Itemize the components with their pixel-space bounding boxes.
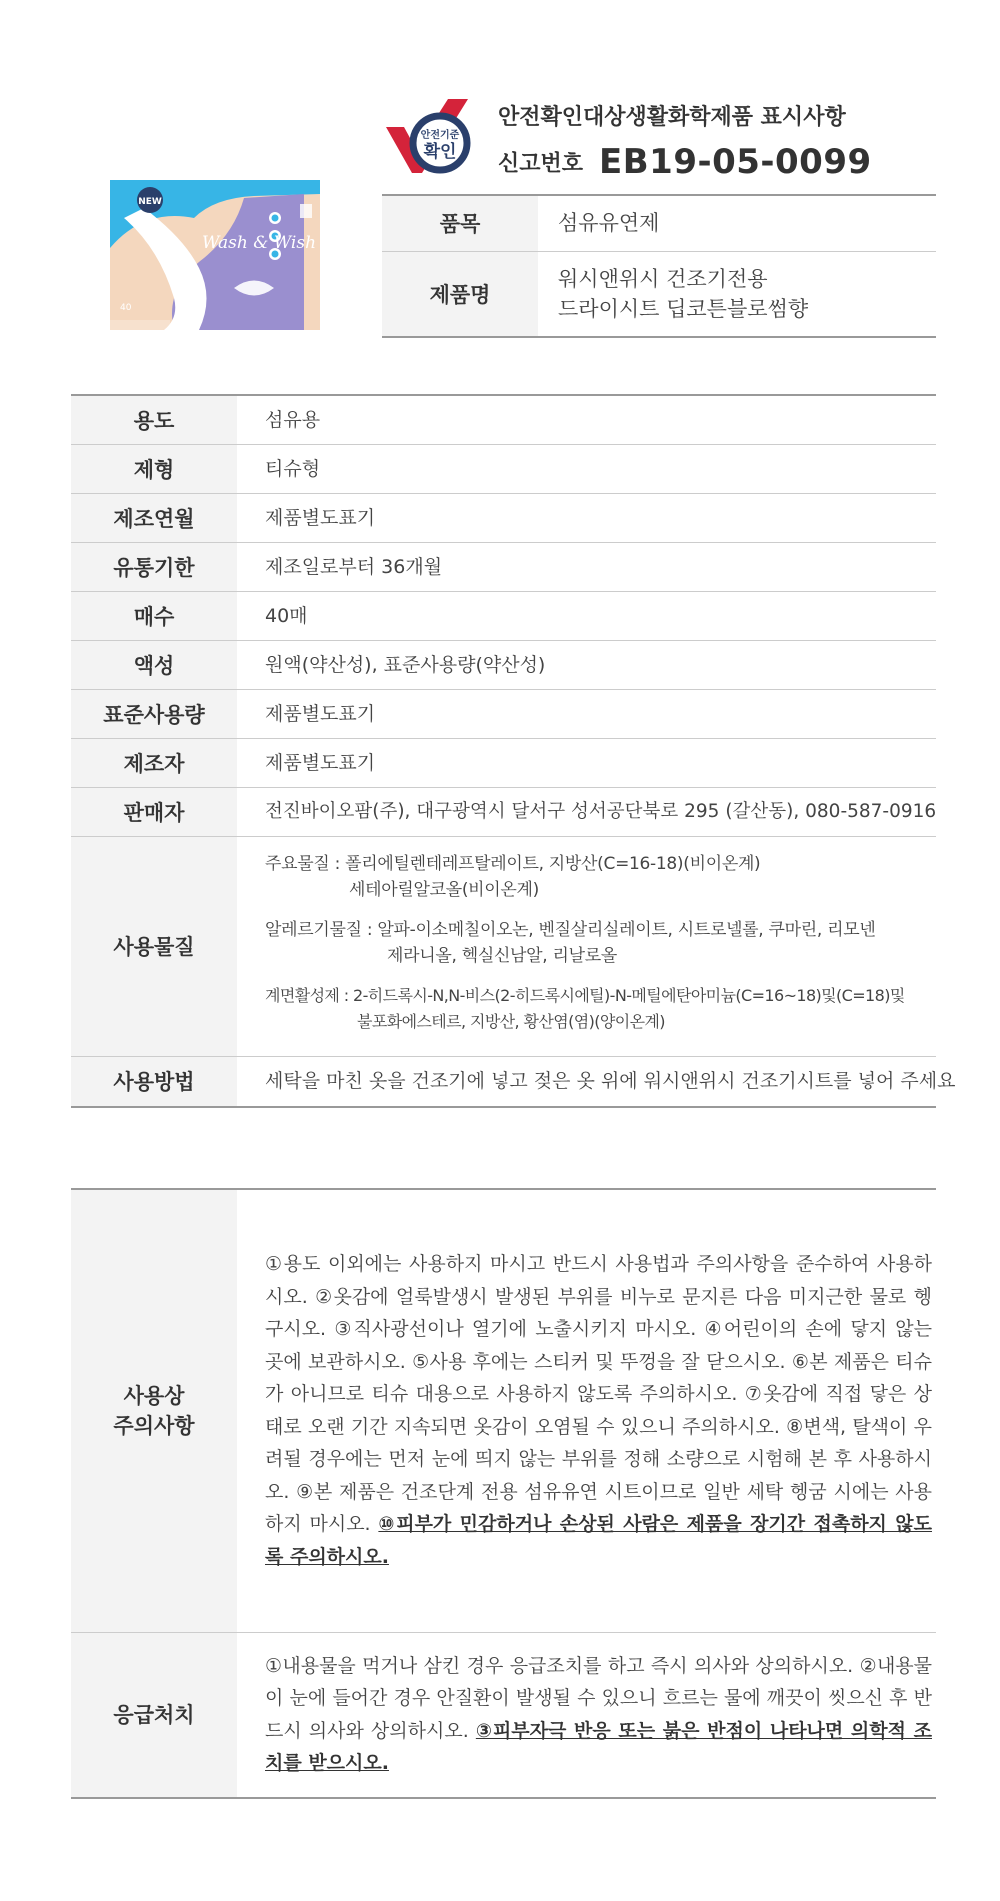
row-value: 세탁을 마친 옷을 건조기에 넣고 젖은 옷 위에 워시앤위시 건조기시트를 넣어 주세요 bbox=[237, 1056, 936, 1107]
table-row bbox=[71, 1632, 936, 1798]
row-label: 제형 bbox=[71, 444, 237, 493]
materials-line: 폴리에틸렌테레프탈레이트, 지방산(C=16-18)(비이온계) bbox=[345, 854, 761, 874]
first-aid-emphasis: ③피부자극 반응 또는 붉은 반점이 나타나면 의학적 조치를 받으시오. bbox=[265, 1719, 932, 1775]
row-label: 제조연월 bbox=[71, 493, 237, 542]
caution-label-line2: 주의사항 bbox=[113, 1413, 195, 1438]
certification-title: 안전확인대상생활화학제품 표시사항 bbox=[498, 105, 846, 130]
table-row bbox=[71, 1056, 936, 1107]
row-label: 제조자 bbox=[71, 738, 237, 787]
report-number: EB19-05-0099 bbox=[599, 142, 872, 182]
row-value: 제조일로부터 36개월 bbox=[237, 542, 936, 591]
row-label: 매수 bbox=[71, 591, 237, 640]
table-row bbox=[71, 836, 936, 1056]
materials-line: 알파-이소메칠이오논, 벤질살리실레이트, 시트로넬롤, 쿠마린, 리모넨 bbox=[377, 920, 876, 940]
row-label: 응급처치 bbox=[71, 1632, 237, 1798]
product-image bbox=[104, 178, 326, 330]
spec-table bbox=[71, 394, 956, 1108]
report-number-line bbox=[498, 142, 872, 182]
row-label: 용도 bbox=[71, 395, 237, 444]
brand-text: Wash & Wish bbox=[202, 233, 317, 253]
report-number-label: 신고번호 bbox=[498, 151, 584, 177]
table-row bbox=[71, 787, 936, 836]
materials-line: 세테아릴알코올(비이온계) bbox=[349, 880, 540, 900]
caution-label-line1: 사용상 bbox=[123, 1383, 185, 1408]
row-label: 제품명 bbox=[382, 251, 538, 337]
row-value: 전진바이오팜(주), 대구광역시 달서구 성서공단북로 295 (갈산동), 080-587-0916 bbox=[237, 787, 936, 836]
materials-main bbox=[265, 851, 936, 903]
table-row bbox=[71, 689, 936, 738]
table-row bbox=[71, 444, 936, 493]
materials-prefix: 주요물질 : bbox=[265, 854, 346, 874]
table-row bbox=[382, 251, 936, 337]
badge-text-line1: 안전기준 bbox=[420, 130, 460, 141]
table-row bbox=[71, 493, 936, 542]
row-value bbox=[538, 251, 936, 337]
product-name-line2: 드라이시트 딥코튼블로썸향 bbox=[558, 296, 809, 321]
row-value: 원액(약산성), 표준사용량(약산성) bbox=[237, 640, 936, 689]
row-value: 제품별도표기 bbox=[237, 738, 936, 787]
caution-table bbox=[71, 1188, 936, 1799]
caution-text: ①용도 이외에는 사용하지 마시고 반드시 사용법과 주의사항을 준수하여 사용하시오. ②옷감에 얼룩발생시 발생된 부위를 비누로 문지른 다음 미지근한 물로 헹구시오. ③직사광선이나 열기에 노출시키지 마시오. ④어린이의 손에 닿지 않는 곳에 보관하시오. ⑤사용 후에는 스티커 및 뚜껑을 잘 닫으시오. ⑥본 제품은 티슈가 아니므로 티슈 대용으로 사용하지 않도록 주의하시오. ⑦옷감에 직접 닿은 상태로 오랜 기간 지속되면 옷감이 오염될 수 있으니 주의하시오. ⑧변색, 탈색이 우려될 경우에는 먼저 눈에 띄지 않는 부위를 정해 소량으로 시험해 본 후 사용하시오. ⑨본 제품은 건조단계 전용 섬유유연 시트이므로 일반 세탁 헹굼 시에는 사용하지 마시오. bbox=[265, 1253, 932, 1536]
first-aid-text: ①내용물을 먹거나 삼킨 경우 응급조치를 하고 즉시 의사와 상의하시오. ②내용물이 눈에 들어간 경우 안질환이 발생될 수 있으니 흐르는 물에 깨끗이 씻으신 후 반드시 의사와 상의하시오. bbox=[265, 1654, 932, 1742]
product-info-table bbox=[382, 194, 936, 338]
row-label bbox=[71, 1189, 237, 1632]
materials-cell bbox=[237, 836, 936, 1056]
table-row bbox=[382, 195, 936, 251]
materials-line: 불포화에스테르, 지방산, 황산염(염)(양이온계) bbox=[357, 1012, 665, 1031]
table-row bbox=[71, 738, 936, 787]
row-value: 섬유용 bbox=[265, 408, 321, 431]
row-value: 제품별도표기 bbox=[237, 689, 936, 738]
row-label: 사용물질 bbox=[71, 836, 237, 1056]
badge-text-line2: 확인 bbox=[423, 142, 457, 162]
table-row bbox=[71, 591, 936, 640]
caution-text-cell bbox=[237, 1189, 936, 1632]
row-label: 액성 bbox=[71, 640, 237, 689]
materials-prefix: 계면활성제 : bbox=[265, 986, 354, 1005]
materials-line: 2-히드록시-N,N-비스(2-히드록시에틸)-N-메틸에탄아미늄(C=16~18)및(C=18)및 bbox=[353, 986, 905, 1005]
row-value: 40매 bbox=[237, 591, 936, 640]
row-label: 사용방법 bbox=[71, 1056, 237, 1107]
row-label: 판매자 bbox=[71, 787, 237, 836]
row-label: 표준사용량 bbox=[71, 689, 237, 738]
materials-allergens bbox=[265, 917, 936, 969]
table-row bbox=[71, 640, 936, 689]
row-label: 유통기한 bbox=[71, 542, 237, 591]
row-value: 제품별도표기 bbox=[237, 493, 936, 542]
materials-prefix: 알레르기물질 : bbox=[265, 920, 378, 940]
row-label: 품목 bbox=[382, 195, 538, 251]
materials-surfactants bbox=[265, 983, 936, 1035]
materials-line: 제라니올, 헥실신남알, 리날로올 bbox=[387, 946, 618, 966]
table-row bbox=[71, 395, 936, 444]
caution-emphasis: ⑩피부가 민감하거나 손상된 사람은 제품을 장기간 접촉하지 않도록 주의하시오. bbox=[265, 1513, 932, 1568]
table-row bbox=[71, 542, 936, 591]
table-row bbox=[71, 1189, 936, 1632]
first-aid-text-cell bbox=[237, 1632, 936, 1798]
product-name-line1: 워시앤위시 건조기전용 bbox=[558, 266, 768, 291]
sheet-count-text: 40 bbox=[120, 303, 132, 313]
new-badge-text: NEW bbox=[138, 197, 162, 207]
row-value: 섬유유연제 bbox=[558, 211, 660, 236]
safety-check-badge bbox=[382, 97, 482, 179]
row-value: 티슈형 bbox=[237, 444, 936, 493]
